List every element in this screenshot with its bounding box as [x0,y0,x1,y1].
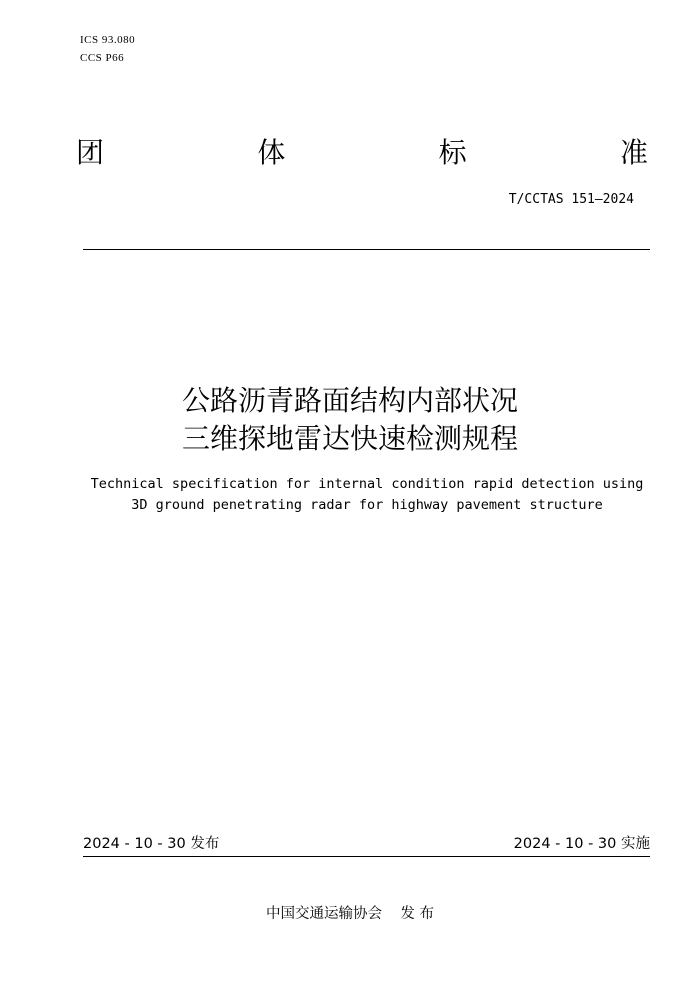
standard-type-char: 体 [257,136,286,169]
english-title [0,474,700,516]
top-divider [83,249,650,250]
chinese-title-line-2: 三维探地雷达快速检测规程 [181,422,518,455]
implementation-date: 2024 - 10 - 30 实施 [513,836,650,852]
publisher-line: 中国交通运输协会 发 布 [265,906,435,922]
ics-code: ICS 93.080 [80,34,136,46]
standard-type-char: 准 [619,136,648,169]
english-title-line-1: Technical specification for internal condition rapid detection using [90,476,644,492]
english-title-line-2: 3D ground penetrating radar for highway pavement structure [131,497,603,513]
standard-number: T/CCTAS 151—2024 [508,192,634,207]
standard-type-heading [76,133,648,173]
chinese-title-line-1: 公路沥青路面结构内部状况 [181,384,518,417]
issue-date: 2024 - 10 - 30 发布 [83,836,220,852]
bottom-divider [83,856,650,857]
chinese-title [0,382,700,458]
standard-type-char: 标 [438,136,467,169]
standard-type-char: 团 [76,136,105,169]
ccs-code: CCS P66 [80,52,125,64]
